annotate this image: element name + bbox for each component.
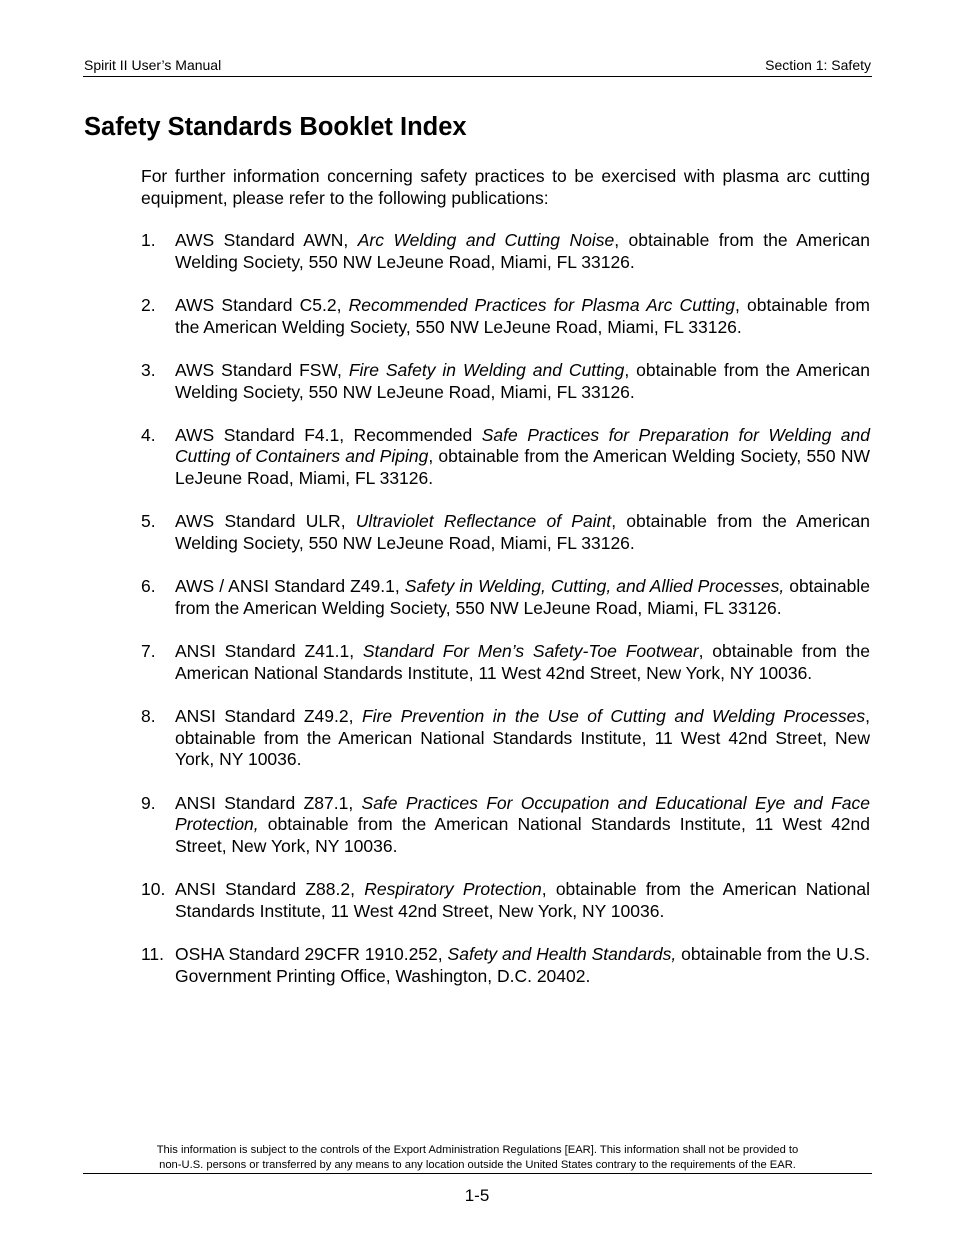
reference-list	[141, 230, 870, 988]
publication-title: Respiratory Protection	[364, 879, 542, 900]
item-prefix: OSHA Standard 29CFR 1910.252,	[175, 944, 448, 965]
item-source: , obtainable from the American Welding Society, 550 NW LeJeune Road, Miami, FL 33126.	[175, 511, 870, 554]
publication-title: Fire Prevention in the Use of Cutting and Welding Processes	[361, 706, 866, 727]
item-source: , obtainable from the American Welding Society, 550 NW LeJeune Road, Miami, FL 33126.	[175, 359, 871, 402]
page-title: Safety Standards Booklet Index	[84, 113, 467, 141]
item-prefix: AWS Standard C5.2,	[175, 294, 349, 315]
list-item	[141, 641, 870, 684]
list-item	[141, 295, 870, 338]
item-number: 1.	[141, 230, 156, 250]
item-prefix: AWS Standard AWN,	[175, 230, 358, 250]
publication-title: Standard For Men’s Safety-Toe Footwear	[362, 641, 699, 662]
item-source: obtainable from the U.S. Government Printing Office, Washington, D.C. 20402.	[175, 944, 871, 986]
page-header	[83, 56, 872, 77]
item-number: 2.	[141, 294, 156, 315]
item-source: , obtainable from the American National Standards Institute, 11 West 42nd Street, New York, NY 10036.	[175, 641, 870, 683]
item-number: 5.	[141, 511, 156, 532]
item-number: 10.	[141, 879, 166, 900]
notice-line: non-U.S. persons or transferred by any means to any location outside the United States contrary to the requirements of the EAR.	[159, 1159, 796, 1171]
list-item	[141, 230, 870, 273]
list-item	[141, 576, 870, 619]
item-number: 8.	[141, 706, 156, 727]
page-number: 1-5	[464, 1186, 490, 1205]
item-prefix: ANSI Standard Z49.2,	[175, 706, 362, 727]
item-number: 9.	[141, 792, 156, 813]
list-item	[141, 511, 870, 554]
item-number: 3.	[141, 359, 156, 380]
item-prefix: ANSI Standard Z41.1,	[175, 641, 363, 662]
item-prefix: AWS Standard F4.1, Recommended	[175, 424, 482, 445]
item-prefix: ANSI Standard Z87.1,	[175, 792, 362, 813]
item-source: obtainable from the American National Standards Institute, 11 West 42nd Street, New York, NY 10036.	[175, 814, 870, 857]
publication-title: Safety in Welding, Cutting, and Allied Processes,	[404, 576, 785, 597]
item-prefix: ANSI Standard Z88.2,	[175, 879, 365, 900]
item-source: , obtainable from the American Welding Society, 550 NW LeJeune Road, Miami, FL 33126.	[175, 446, 871, 489]
list-item	[141, 944, 870, 987]
publication-title: Fire Safety in Welding and Cutting	[348, 359, 625, 380]
list-item	[141, 793, 870, 858]
item-number: 6.	[141, 576, 156, 597]
list-item	[141, 706, 870, 771]
publication-title: Arc Welding and Cutting Noise	[357, 230, 615, 250]
intro-paragraph: For further information concerning safety practices to be exercised with plasma arc cutting equipment, please refer to the following publications:	[141, 166, 870, 208]
item-prefix: AWS Standard FSW,	[175, 359, 349, 380]
publication-title: Safety and Health Standards,	[447, 944, 677, 965]
manual-title: Spirit II User’s Manual	[84, 57, 222, 73]
publication-title: Ultraviolet Reflectance of Paint	[355, 511, 612, 532]
item-source: , obtainable from the American Welding Society, 550 NW LeJeune Road, Miami, FL 33126.	[175, 230, 871, 272]
item-source: , obtainable from the American Welding Society, 550 NW LeJeune Road, Miami, FL 33126.	[175, 294, 870, 337]
item-number: 7.	[141, 641, 156, 662]
list-item	[141, 879, 870, 922]
item-prefix: AWS / ANSI Standard Z49.1,	[175, 576, 405, 597]
list-item	[141, 425, 870, 490]
publication-title: Safe Practices For Occupation and Educational Eye and Face Protection,	[175, 792, 870, 835]
export-control-notice	[83, 1143, 872, 1174]
item-prefix: AWS Standard ULR,	[175, 511, 356, 532]
notice-line: This information is subject to the controls of the Export Administration Regulations [EAR]. This information shall not be provided to	[156, 1144, 799, 1156]
item-number: 11.	[141, 944, 165, 965]
publication-title: Recommended Practices for Plasma Arc Cutting	[348, 294, 735, 315]
section-title: Section 1: Safety	[765, 57, 871, 73]
item-source: , obtainable from the American National Standards Institute, 11 West 42nd Street, New York, NY 10036.	[175, 706, 870, 770]
publication-title: Safe Practices for Preparation for Welding and Cutting of Containers and Piping	[175, 424, 870, 467]
item-number: 4.	[141, 424, 156, 445]
list-item	[141, 360, 870, 403]
item-source: , obtainable from the American National Standards Institute, 11 West 42nd Street, New York, NY 10036.	[175, 879, 871, 921]
item-source: obtainable from the American Welding Society, 550 NW LeJeune Road, Miami, FL 33126.	[175, 576, 870, 618]
